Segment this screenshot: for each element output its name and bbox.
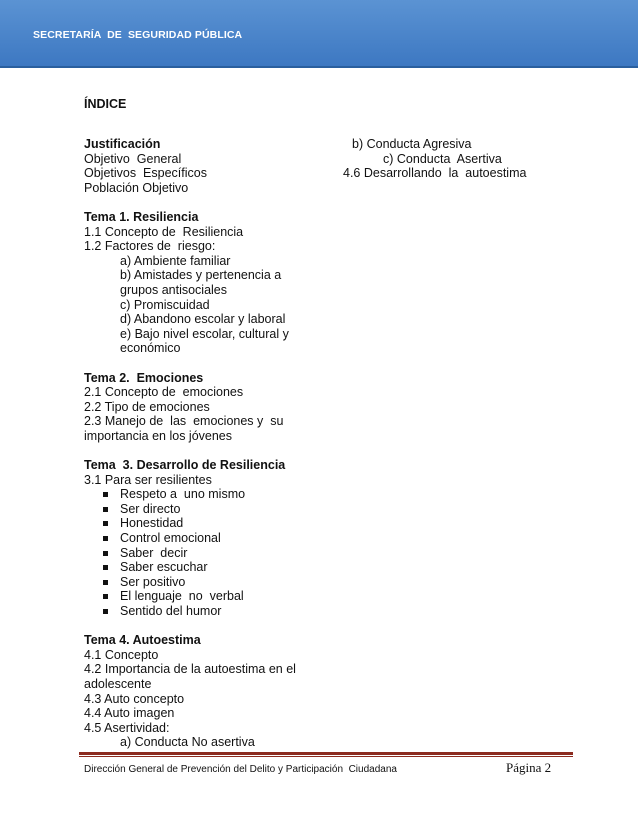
- index-entry-justificacion: Justificación: [84, 137, 161, 151]
- tema4-item: 4.5 Asertividad:: [84, 720, 170, 735]
- header-title: SECRETARÍA DE SEGURIDAD PÚBLICA: [33, 29, 243, 41]
- bullet-square-icon: [103, 551, 108, 556]
- tema4-item: 4.3 Auto concepto: [84, 691, 185, 706]
- tema1-heading: Tema 1. Resiliencia: [84, 209, 199, 224]
- bullet-item: [84, 531, 319, 546]
- tema3-heading: Tema 3. Desarrollo de Resiliencia: [84, 458, 286, 473]
- right-item-conducta-asertiva: c) Conducta Asertiva: [383, 151, 502, 166]
- right-item-conducta-agresiva: b) Conducta Agresiva: [352, 137, 472, 151]
- tema2-heading: Tema 2. Emociones: [84, 370, 204, 385]
- right-item-autoestima: 4.6 Desarrollando la autoestima: [343, 166, 527, 181]
- bullet-text: Saber escuchar: [120, 560, 208, 575]
- tema3-item: 3.1 Para ser resilientes: [84, 472, 212, 487]
- bullet-item: [84, 604, 319, 619]
- tema1-subitem: b) Amistades y pertenencia a grupos antisociales: [120, 268, 282, 297]
- bullet-item: [84, 502, 319, 517]
- bullet-square-icon: [103, 492, 108, 497]
- bullet-text: Ser directo: [120, 501, 181, 516]
- index-entry-objetivo-general: Objetivo General: [84, 151, 182, 166]
- bullet-item: [84, 575, 319, 590]
- tema4-subitem: a) Conducta No asertiva: [120, 735, 255, 750]
- index-title: ÍNDICE: [84, 97, 127, 111]
- tema4-item: 4.2 Importancia de la autoestima en el: [84, 662, 296, 677]
- tema4-heading: Tema 4. Autoestima: [84, 633, 201, 648]
- tema1-item: 1.1 Concepto de Resiliencia: [84, 224, 244, 239]
- bullet-square-icon: [103, 580, 108, 585]
- tema2-item: 2.2 Tipo de emociones: [84, 399, 210, 414]
- tema2-item: importancia en los jóvenes: [84, 428, 232, 443]
- tema1-item: 1.2 Factores de riesgo:: [84, 239, 216, 254]
- bullet-text: Honestidad: [120, 516, 184, 531]
- bullet-square-icon: [103, 609, 108, 614]
- bullet-square-icon: [103, 521, 108, 526]
- bullet-item: [84, 487, 319, 502]
- tema4-item: 4.4 Auto imagen: [84, 706, 175, 721]
- bullet-item: [84, 560, 319, 575]
- index-left-column: [84, 137, 319, 750]
- index-entry-poblacion-objetivo: Población Objetivo: [84, 180, 189, 195]
- bullet-text: Respeto a uno mismo: [120, 487, 246, 502]
- bullet-text: Ser positivo: [120, 574, 186, 589]
- bullet-item: [84, 589, 319, 604]
- tema1-subitem: d) Abandono escolar y laboral: [120, 312, 286, 327]
- bullet-text: El lenguaje no verbal: [120, 589, 244, 604]
- bullet-square-icon: [103, 507, 108, 512]
- tema1-subitem: c) Promiscuidad: [120, 297, 210, 312]
- index-right-column: [319, 137, 559, 181]
- index-entry-objetivos-especificos: Objetivos Específicos: [84, 166, 207, 181]
- bullet-square-icon: [103, 536, 108, 541]
- tema2-item: 2.1 Concepto de emociones: [84, 385, 244, 400]
- footer-text: Dirección General de Prevención del Delito y Participación Ciudadana: [84, 764, 397, 775]
- tema4-item: 4.1 Concepto: [84, 647, 159, 662]
- page-number: Página 2: [506, 760, 552, 775]
- bullet-text: Sentido del humor: [120, 604, 222, 618]
- bullet-item: [84, 516, 319, 531]
- bullet-square-icon: [103, 565, 108, 570]
- tema2-item: 2.3 Manejo de las emociones y su: [84, 414, 284, 429]
- bullet-text: Saber decir: [120, 545, 188, 560]
- footer-rule: [79, 752, 573, 755]
- bullet-square-icon: [103, 594, 108, 599]
- bullet-item: [84, 546, 319, 561]
- tema1-subitem: a) Ambiente familiar: [120, 253, 231, 268]
- tema1-subitem: e) Bajo nivel escolar, cultural y económico: [120, 326, 289, 356]
- tema4-item: adolescente: [84, 676, 152, 691]
- bullet-text: Control emocional: [120, 531, 221, 546]
- footer-rule-thin: [79, 756, 573, 757]
